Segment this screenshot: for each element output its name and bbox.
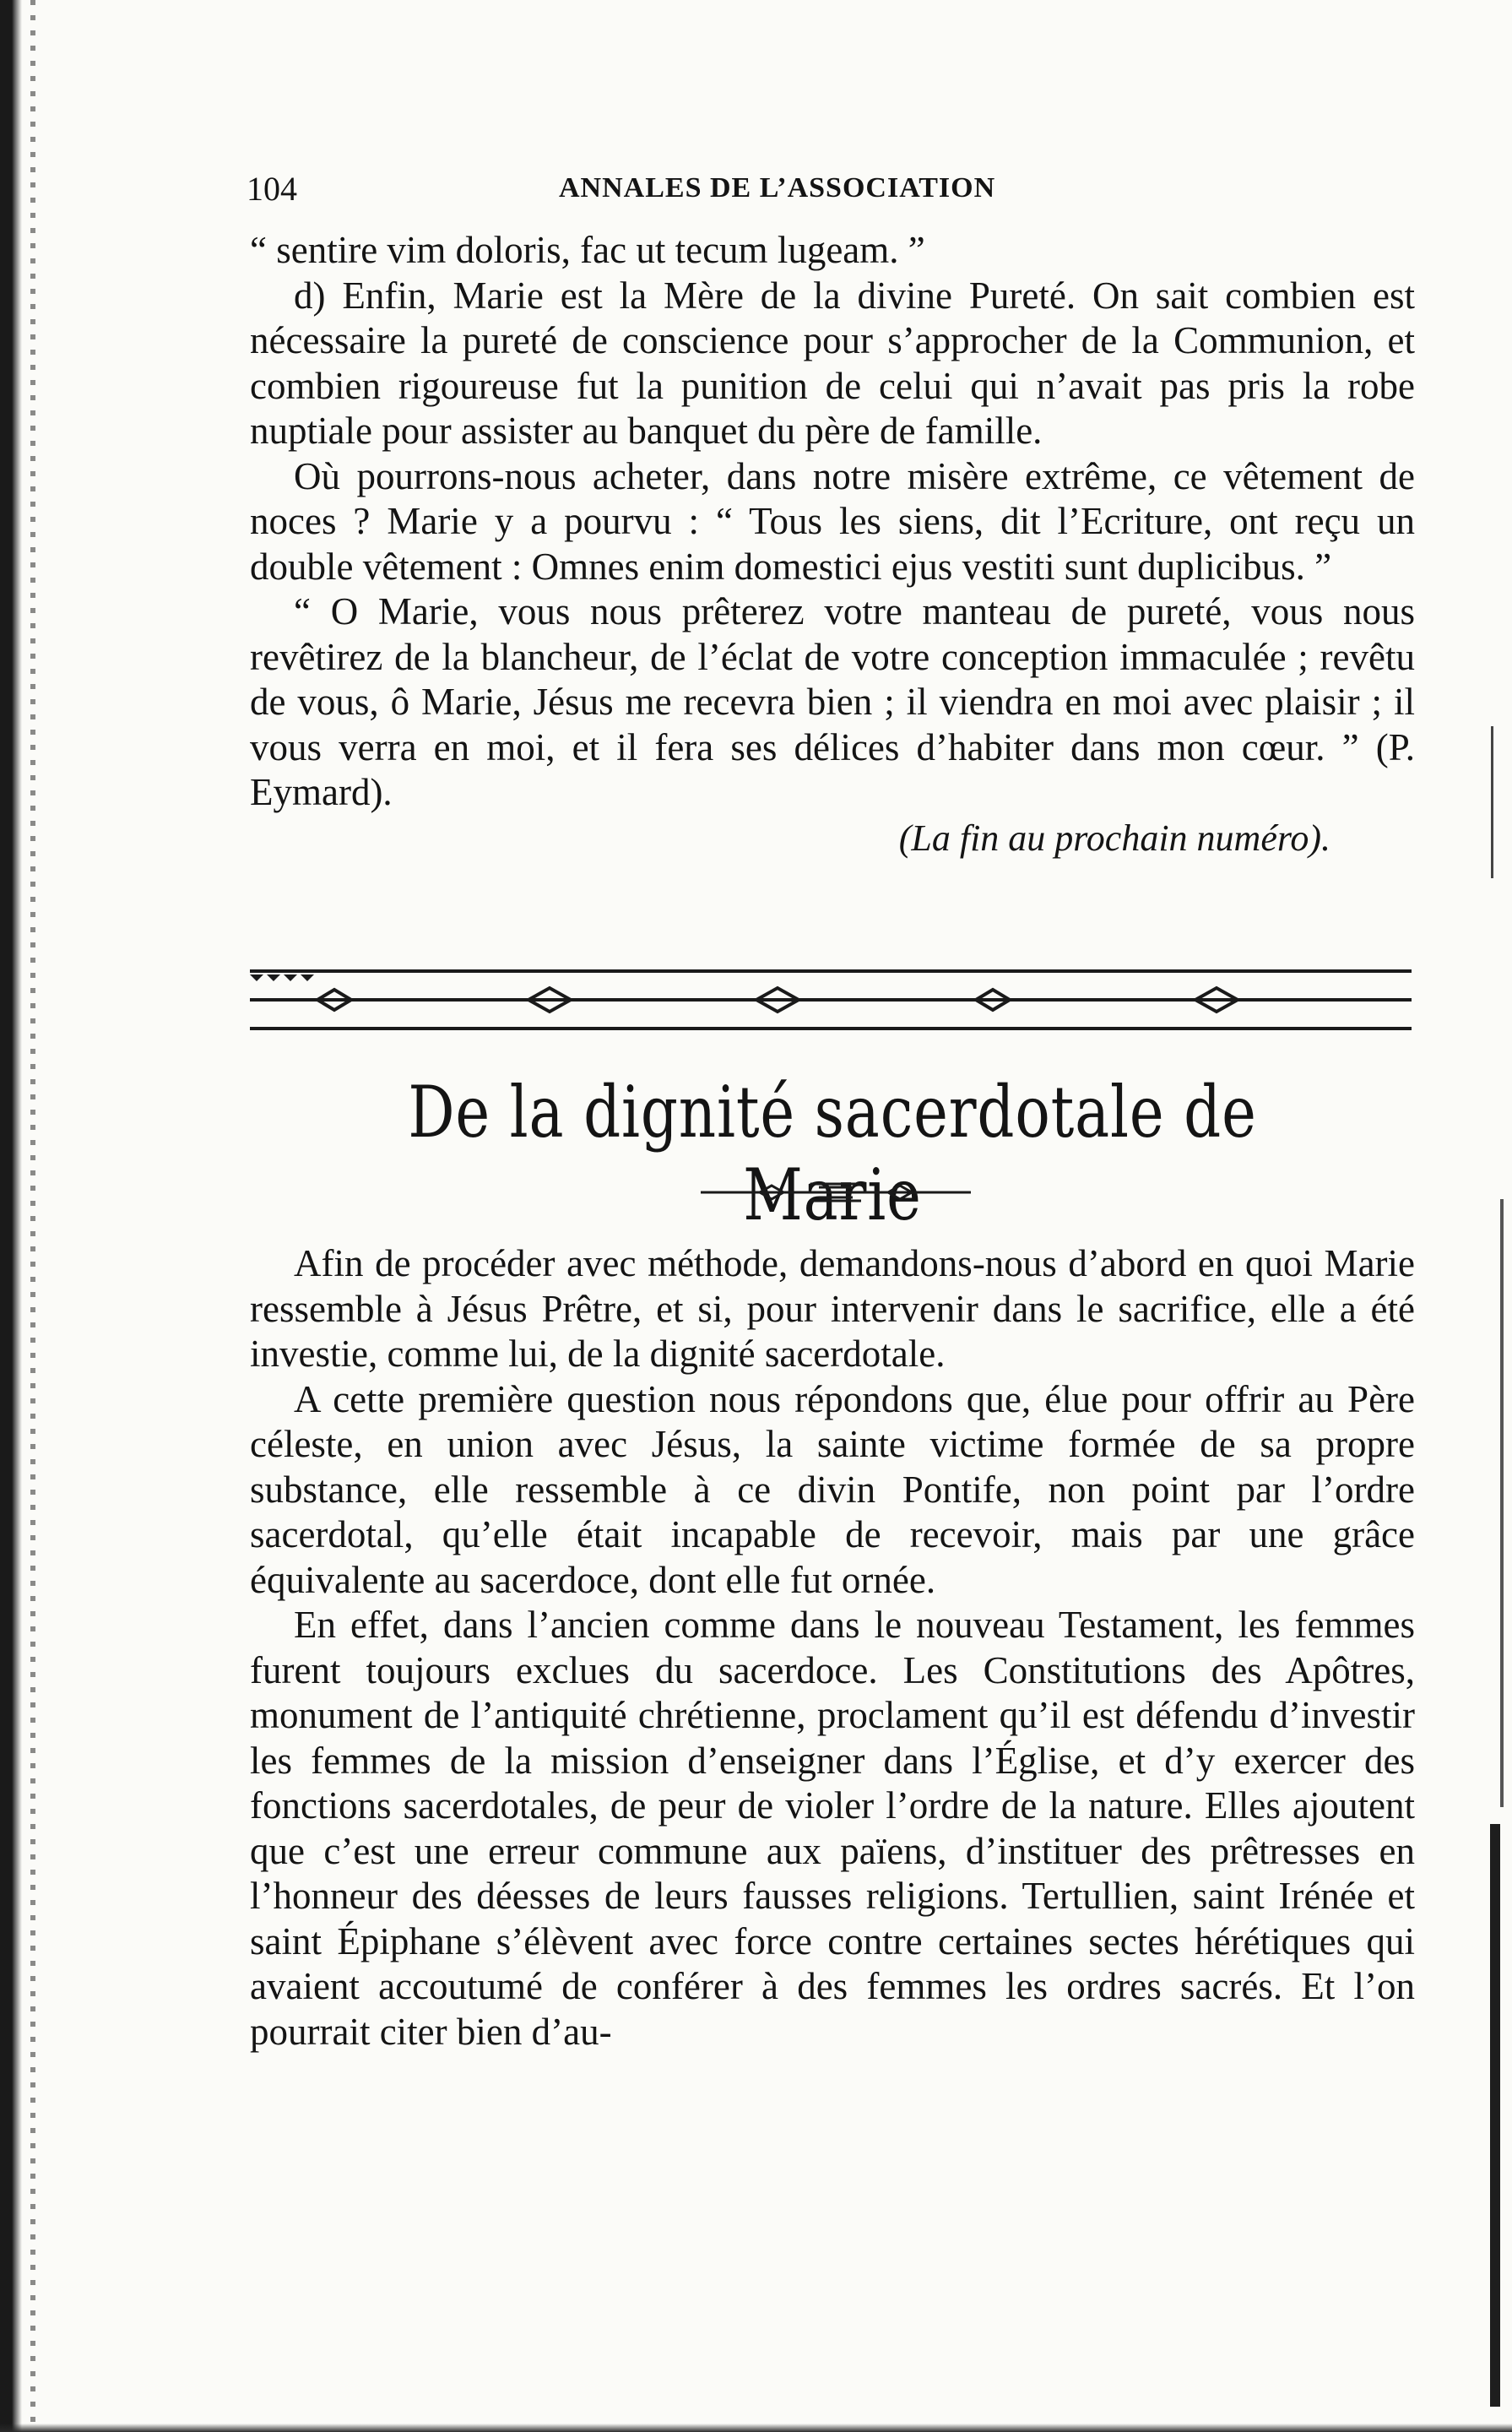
scan-right-edge xyxy=(1478,0,1512,2432)
scan-mark xyxy=(1491,726,1493,878)
quote-line: “ sentire vim doloris, fac ut tecum lugeam. ” xyxy=(250,229,925,271)
paragraph: d) Enfin, Marie est la Mère de la divine Pureté. On sait combien est nécessaire la pureté de conscience pour s’approcher de la Communion, et combien rigoureuse fut la punition de celui qui n’avait pas pris la robe nuptiale pour assister au banquet du père de famille. xyxy=(250,274,1415,452)
paragraph: Afin de procéder avec méthode, demandons-nous d’abord en quoi Marie ressemble à Jésus Prêtre, et si, pour intervenir dans le sacrifice, elle a été investie, comme lui, de la dignité sacerdotale. xyxy=(250,1242,1415,1375)
paragraph: A cette première question nous répondons que, élue pour offrir au Père céleste, en union avec Jésus, la sainte victime formée de sa propre substance, elle ressemble à ce divin Pontife, non point par l’ordre sacerdotal, qu’elle était incapable de recevoir, mais par une grâce équivalente au sacerdoce, dont elle fut ornée. xyxy=(250,1377,1415,1601)
title-ornament xyxy=(701,1175,971,1209)
page-number: 104 xyxy=(247,170,297,208)
chapter-title: De la dignité sacerdotale de Marie xyxy=(408,1071,1257,1236)
scan-mark xyxy=(1490,1824,1500,2407)
paragraph: “ O Marie, vous nous prêterez votre manteau de pureté, vous nous revêtirez de la blancheur, de l’éclat de votre conception immaculée ; revêtu de vous, ô Marie, Jésus me recevra bien ; il viendra en moi avec plaisir ; il vous verra en moi, et il fera ses délices d’habiter dans mon cœur. ” (P. Eymard). xyxy=(250,590,1415,813)
running-title: ANNALES DE L’ASSOCIATION xyxy=(559,172,996,204)
scan-left-edge xyxy=(0,0,51,2432)
scan-mark xyxy=(1500,1199,1504,1807)
ornamental-divider xyxy=(250,969,1412,1030)
paragraph: En effet, dans l’ancien comme dans le nouveau Testament, les femmes furent toujours exclues du sacerdoce. Les Constitutions des Apôtres, monument de l’antiquité chrétienne, proclament qu’il est défendu d’investir les femmes de la mission d’enseigner dans l’Église, et d’y exercer des fonctions sacerdotales, de peur de violer l’ordre de la nature. Elles ajoutent que c’est une erreur commune aux païens, d’instituer des prêtresses en l’honneur des déesses de leurs fausses religions. Tertullien, saint Irénée et saint Épiphane s’élèvent avec force contre certaines sectes hérétiques qui avaient accoutumé de conférer à des femmes les ordres sacrés. Et l’on pourrait citer bien d’au- xyxy=(250,1604,1415,2053)
main-text xyxy=(250,1241,1415,2055)
continuation-note: (La fin au prochain numéro). xyxy=(898,817,1330,859)
upper-text xyxy=(250,228,1415,860)
paragraph: Où pourrons-nous acheter, dans notre misère extrême, ce vêtement de noces ? Marie y a pourvu : “ Tous les siens, dit l’Ecriture, ont reçu un double vêtement : Omnes enim domestici ejus vestiti sunt duplicibus. ” xyxy=(250,454,1415,588)
page-header xyxy=(247,169,1412,220)
scan-bottom-edge xyxy=(0,2424,1512,2432)
